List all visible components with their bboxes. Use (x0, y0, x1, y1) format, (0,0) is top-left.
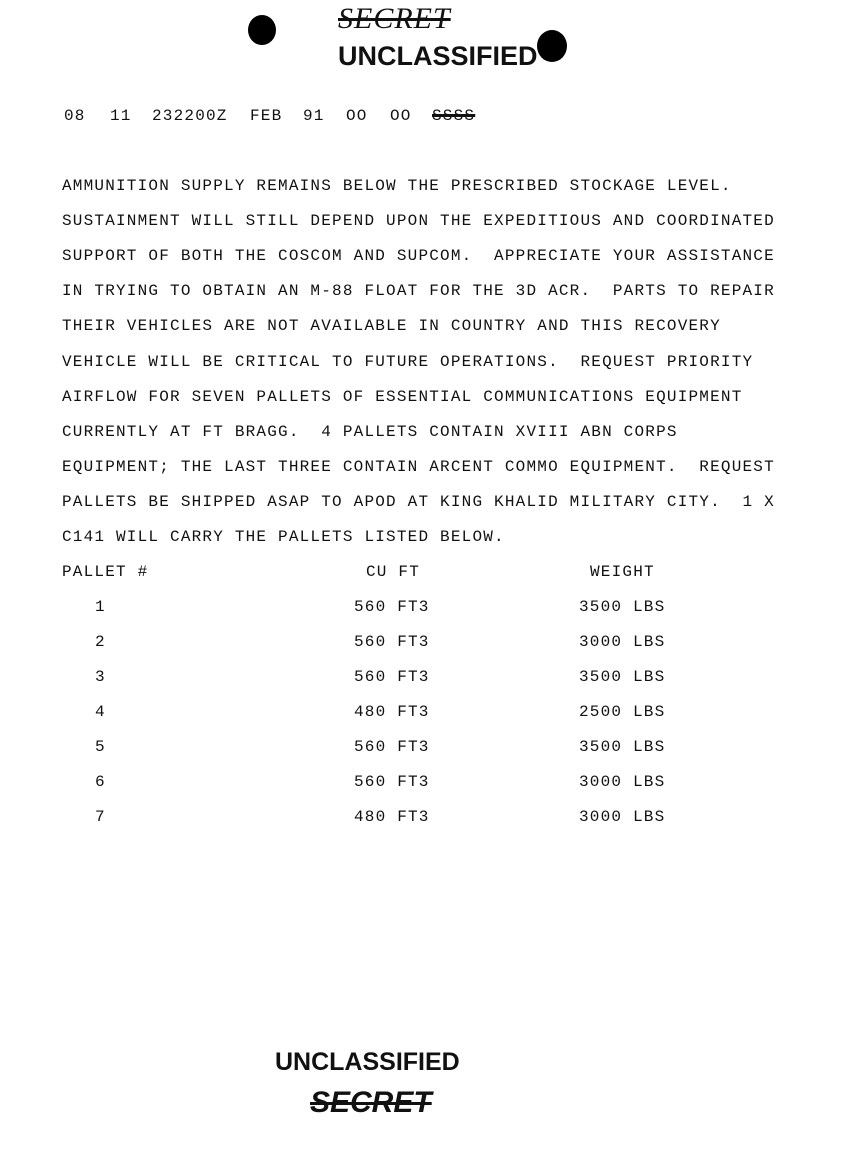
msg-field: 11 (110, 107, 132, 125)
table-cell: 560 FT3 (354, 598, 430, 616)
punch-hole-left (248, 15, 276, 45)
body-line: CURRENTLY AT FT BRAGG. 4 PALLETS CONTAIN XVIII ABN CORPS (62, 422, 678, 441)
table-cell: 480 FT3 (354, 808, 430, 826)
body-line: SUSTAINMENT WILL STILL DEPEND UPON THE EXPEDITIOUS AND COORDINATED (62, 212, 775, 231)
table-cell: 480 FT3 (354, 703, 430, 721)
table-cell: 2 (95, 633, 106, 651)
body-line: PALLETS BE SHIPPED ASAP TO APOD AT KING KHALID MILITARY CITY. 1 X (62, 492, 775, 511)
body-line: C141 WILL CARRY THE PALLETS LISTED BELOW. (62, 528, 505, 546)
body-line: VEHICLE WILL BE CRITICAL TO FUTURE OPERATIONS. REQUEST PRIORITY (62, 352, 754, 371)
table-cell: 3500 LBS (579, 668, 666, 686)
punch-hole-right (537, 30, 567, 62)
table-cell: 560 FT3 (354, 738, 430, 756)
table-cell: 3500 LBS (579, 738, 666, 756)
table-cell: 2500 LBS (579, 703, 666, 721)
table-cell: 3500 LBS (579, 598, 666, 616)
body-line: SUPPORT OF BOTH THE COSCOM AND SUPCOM. APPRECIATE YOUR ASSISTANCE (62, 247, 775, 266)
body-line: AMMUNITION SUPPLY REMAINS BELOW THE PRESCRIBED STOCKAGE LEVEL. (62, 177, 732, 195)
classification-header: UNCLASSIFIED (338, 41, 538, 71)
body-line: AIRFLOW FOR SEVEN PALLETS OF ESSENTIAL COMMUNICATIONS EQUIPMENT (62, 387, 743, 406)
msg-field: OO (390, 107, 412, 125)
table-cell: 560 FT3 (354, 633, 430, 651)
table-header: PALLET # (62, 563, 149, 581)
table-cell: 3000 LBS (579, 773, 666, 791)
table-cell: 5 (95, 738, 106, 756)
table-cell: 1 (95, 598, 106, 616)
table-cell: 4 (95, 703, 106, 721)
table-header: WEIGHT (590, 563, 655, 581)
table-header: CU FT (366, 563, 421, 581)
msg-field: FEB (250, 107, 283, 125)
msg-field: 08 (64, 107, 86, 125)
body-line: THEIR VEHICLES ARE NOT AVAILABLE IN COUNTRY AND THIS RECOVERY (62, 317, 721, 336)
table-cell: 560 FT3 (354, 773, 430, 791)
table-cell: 7 (95, 808, 106, 826)
msg-field: 232200Z (152, 107, 228, 125)
classification-footer: UNCLASSIFIED (275, 1048, 460, 1076)
table-cell: 3000 LBS (579, 808, 666, 826)
table-cell: 6 (95, 773, 106, 791)
table-cell: 3000 LBS (579, 633, 666, 651)
body-line: IN TRYING TO OBTAIN AN M-88 FLOAT FOR THE 3D ACR. PARTS TO REPAIR (62, 282, 775, 301)
struck-secret-marking: SECRET (338, 2, 451, 35)
table-cell: 3 (95, 668, 106, 686)
msg-field: OO (346, 107, 368, 125)
struck-secret-footer: SECRET (310, 1086, 432, 1119)
body-line: EQUIPMENT; THE LAST THREE CONTAIN ARCENT COMMO EQUIPMENT. REQUEST (62, 457, 775, 476)
table-cell: 560 FT3 (354, 668, 430, 686)
msg-field: 91 (303, 107, 325, 125)
struck-code: SSSS (432, 107, 476, 125)
